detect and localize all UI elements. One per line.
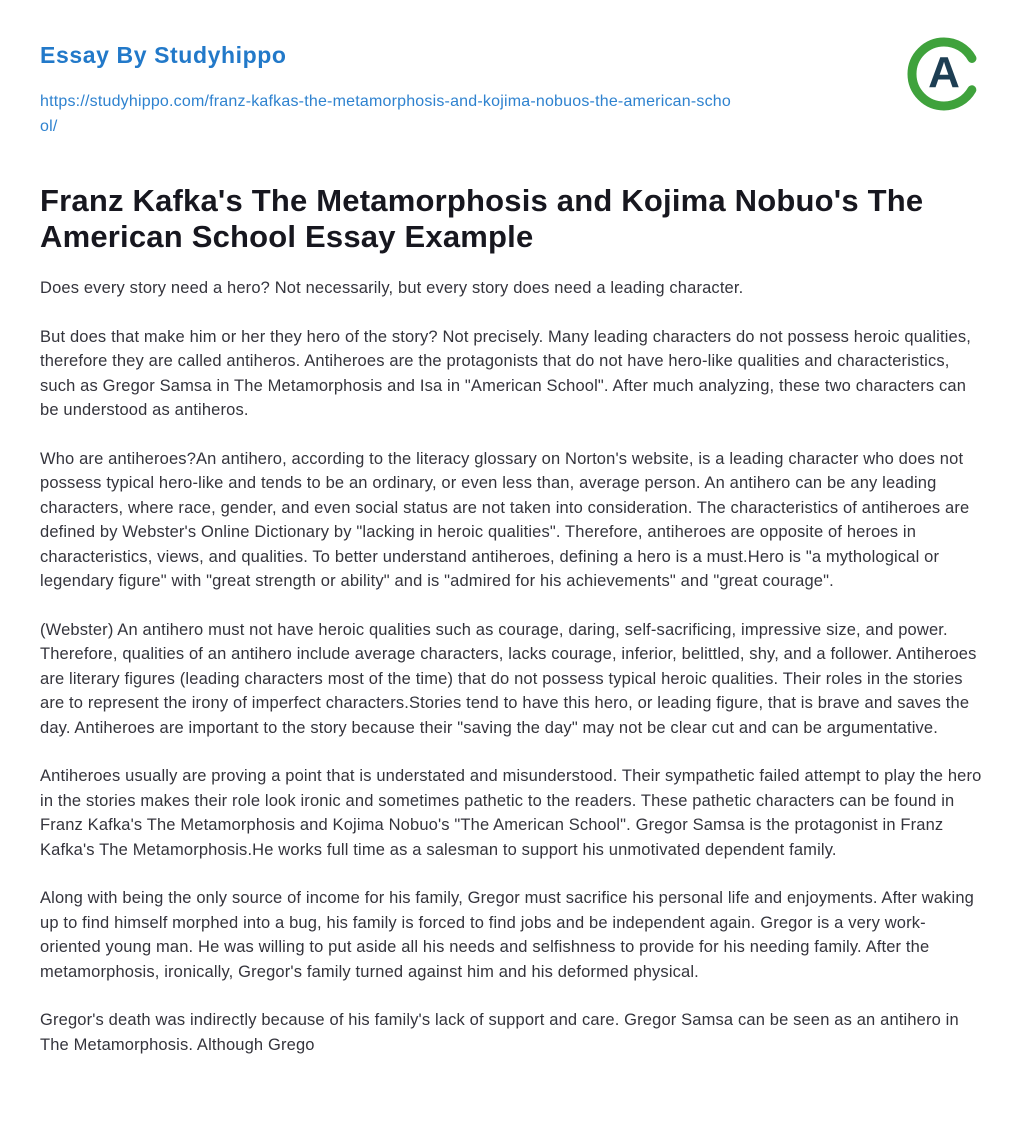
- studyhippo-logo: [904, 34, 984, 114]
- header: [0, 0, 1024, 139]
- source-url-link[interactable]: https://studyhippo.com/franz-kafkas-the-metamorphosis-and-kojima-nobuos-the-american-school/: [40, 93, 731, 135]
- essay-paragraph: Does every story need a hero? Not necessarily, but every story does need a leading character.: [40, 279, 744, 298]
- essay-paragraph: Along with being the only source of income for his family, Gregor must sacrifice his personal life and enjoyments. After waking up to find himself morphed into a bug, his family is forced to find jobs and be independent again. Gregor is a very work-oriented young man. He was willing to put aside all his needs and selfishness to provide for his needing family. After the metamorphosis, ironically, Gregor's family turned against him and his deformed physical.: [40, 889, 975, 981]
- essay-paragraph: (Webster) An antihero must not have heroic qualities such as courage, daring, self-sacrificing, impressive size, and power. Therefore, qualities of an antihero include average characters, lacks courage, inferior, belittled, shy, and a follower. Antiheroes are literary figures (leading characters most of the time) that do not possess typical heroic qualities. Their roles in the stories are to represent the irony of imperfect characters.Stories tend to have this hero, or leading figure, that is brave and saves the day. Antiheroes are important to the story because their "saving the day" may not be clear cut and can be argumentative.: [40, 620, 977, 737]
- site-title: Essay By Studyhippo: [40, 42, 287, 68]
- essay-content: [0, 139, 1024, 1132]
- essay-paragraph: Antiheroes usually are proving a point that is understated and misunderstood. Their sympathetic failed attempt to play the hero in the stories makes their role look ironic and sometimes pathetic to the readers. These pathetic characters can be found in Franz Kafka's The Metamorphosis and Kojima Nobuo's "The American School". Gregor Samsa is the protagonist in Franz Kafka's The Metamorphosis.He works full time as a salesman to support his unmotivated dependent family.: [40, 767, 982, 859]
- essay-title: Franz Kafka's The Metamorphosis and Kojima Nobuo's The American School Essay Example: [40, 183, 924, 254]
- logo-letter: A: [928, 48, 960, 97]
- essay-paragraph: But does that make him or her they hero of the story? Not precisely. Many leading characters do not possess heroic qualities, therefore they are called antiheros. Antiheroes are the protagonists that do not have hero-like qualities and characteristics, such as Gregor Samsa in The Metamorphosis and Isa in "American School". After much analyzing, these two characters can be understood as antiheros.: [40, 327, 971, 420]
- essay-paragraph: Gregor's death was indirectly because of his family's lack of support and care. Gregor Samsa can be seen as an antihero in The Metamorphosis. Although Grego: [40, 1011, 959, 1054]
- header-text-block: [40, 34, 740, 139]
- essay-paragraph: Who are antiheroes?An antihero, according to the literacy glossary on Norton's website, is a leading character who does not possess typical hero-like and tends to be an ordinary, or even less than, average person. An antihero can be any leading characters, where race, gender, and even social status are not taken into consideration. The characteristics of antiheroes are defined by Webster's Online Dictionary by "lacking in heroic qualities". Therefore, antiheroes are opposite of heroes in characteristics, views, and qualities. To better understand antiheroes, defining a hero is a must.Hero is "a mythological or legendary figure" with "great strength or ability" and is "admired for his achievements" and "great courage".: [40, 449, 970, 591]
